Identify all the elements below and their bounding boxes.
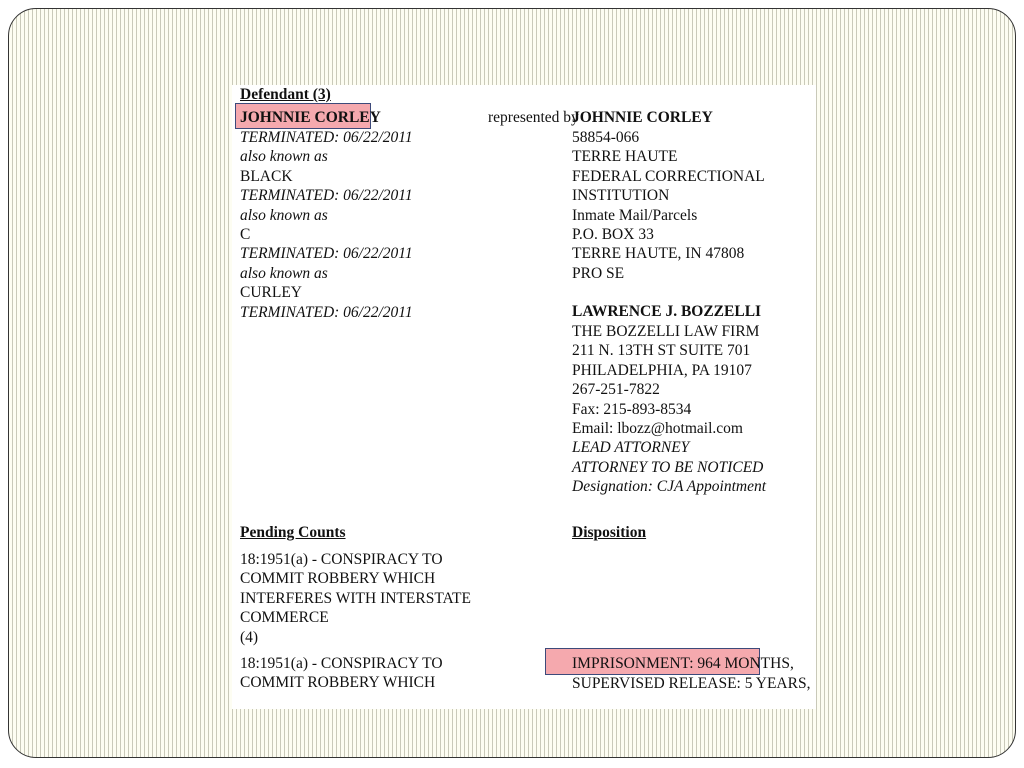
attorney-detail-line: Fax: 215-893-8534 [572,400,692,418]
disposition-imprisonment: IMPRISONMENT: 964 MONTHS, [572,655,794,672]
pending-count-line: COMMIT ROBBERY WHICH [240,570,436,588]
pro-se-name: JOHNNIE CORLEY [572,109,713,126]
pro-se-address-line: FEDERAL CORRECTIONAL [572,167,765,185]
attorney-detail-line: Email: lbozz@hotmail.com [572,420,743,437]
pro-se-address-line: PRO SE [572,264,625,282]
pending-count-line: 18:1951(a) - CONSPIRACY TO [240,551,443,568]
disposition-supervised-release: SUPERVISED RELEASE: 5 YEARS, [572,675,811,692]
attorney-detail-line: THE BOZZELLI LAW FIRM [572,323,760,340]
attorney-detail-line: Designation: CJA Appointment [572,478,767,496]
defendant-alias-line: TERMINATED: 06/22/2011 [240,303,413,321]
attorney-detail-line: LEAD ATTORNEY [572,439,690,457]
defendant-alias-line: CURLEY [240,284,302,302]
pending-count-line: INTERFERES WITH INTERSTATE [240,589,471,607]
pending-count-line: (4) [240,628,259,646]
pro-se-address-line: Inmate Mail/Parcels [572,206,698,224]
attorney-detail-line: 211 N. 13TH ST SUITE 701 [572,342,751,360]
defendant-alias-line: TERMINATED: 06/22/2011 [240,245,413,263]
pro-se-address-line: TERRE HAUTE, IN 47808 [572,245,745,263]
defendant-alias-line: TERMINATED: 06/22/2011 [240,129,413,146]
pro-se-address-line: TERRE HAUTE [572,148,678,166]
defendant-alias-line: TERMINATED: 06/22/2011 [240,187,413,205]
attorney-name: LAWRENCE J. BOZZELLI [572,303,762,320]
defendant-alias-line: C [240,226,251,243]
pro-se-address-line: INSTITUTION [572,187,670,205]
docket-document [232,85,816,709]
defendant-alias-line: also known as [240,264,328,282]
pending-count-line: 18:1951(a) - CONSPIRACY TO [240,655,443,672]
attorney-detail-line: 267-251-7822 [572,381,660,399]
attorney-detail-line: PHILADELPHIA, PA 19107 [572,361,752,379]
pro-se-address-line: 58854-066 [572,129,640,146]
defendant-name: JOHNNIE CORLEY [240,109,381,126]
pending-counts-heading: Pending Counts [240,524,346,541]
represented-by-label: represented by [488,109,579,126]
pro-se-address-line: P.O. BOX 33 [572,226,654,243]
attorney-detail-line: ATTORNEY TO BE NOTICED [572,458,764,476]
defendant-alias-line: also known as [240,206,328,224]
pending-count-line: COMMIT ROBBERY WHICH [240,674,436,692]
defendant-alias-line: BLACK [240,167,293,185]
defendant-heading: Defendant (3) [240,86,331,103]
pending-count-line: COMMERCE [240,609,329,627]
defendant-alias-line: also known as [240,148,328,166]
disposition-heading: Disposition [572,524,647,541]
